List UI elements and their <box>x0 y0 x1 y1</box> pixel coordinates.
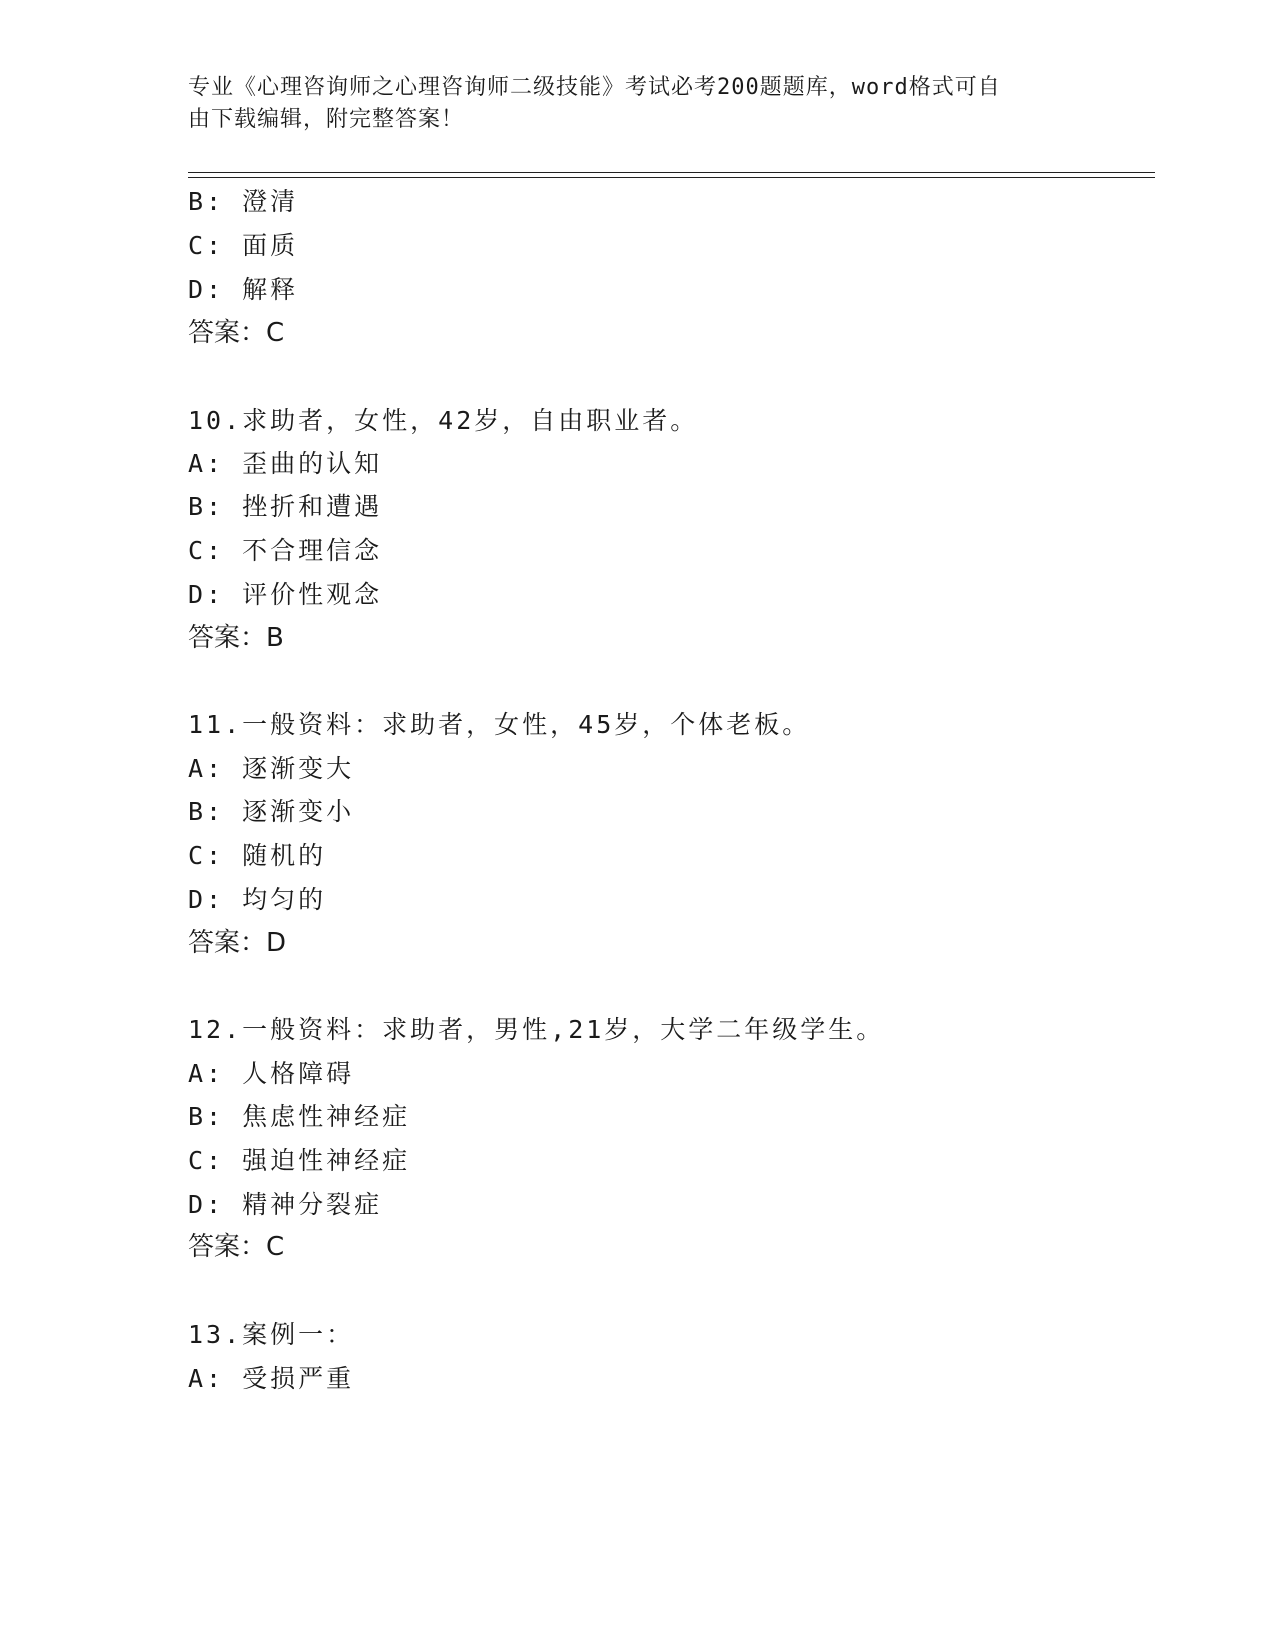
option-c: C: 随机的 <box>188 841 327 870</box>
option-c: C: 不合理信念 <box>188 536 383 565</box>
option-d: D: 解释 <box>188 275 299 304</box>
question-11: 11.一般资料：求助者，女性，45岁，个体老板。 <box>188 710 811 739</box>
answer-line: 答案：D <box>188 928 287 958</box>
option-a: A: 逐渐变大 <box>188 754 355 783</box>
option-b: B: 焦虑性神经症 <box>188 1102 411 1131</box>
option-c: C: 强迫性神经症 <box>188 1146 411 1175</box>
question-13: 13.案例一： <box>188 1320 355 1349</box>
answer-line: 答案：C <box>188 1232 285 1262</box>
answer-line: 答案：C <box>188 318 285 348</box>
header-divider-bottom <box>188 177 1155 178</box>
header-line-1: 专业《心理咨询师之心理咨询师二级技能》考试必考200题题库，word格式可自 <box>188 75 1001 100</box>
question-12: 12.一般资料：求助者，男性,21岁，大学二年级学生。 <box>188 1015 885 1044</box>
option-d: D: 精神分裂症 <box>188 1190 383 1219</box>
option-a: A: 受损严重 <box>188 1364 355 1393</box>
header-divider-top <box>188 172 1155 173</box>
option-a: A: 人格障碍 <box>188 1059 355 1088</box>
option-b: B: 挫折和遭遇 <box>188 492 383 521</box>
option-a: A: 歪曲的认知 <box>188 449 383 478</box>
header-line-2: 由下载编辑，附完整答案！ <box>188 107 465 132</box>
option-b: B: 逐渐变小 <box>188 797 355 826</box>
option-d: D: 评价性观念 <box>188 580 383 609</box>
option-c: C: 面质 <box>188 231 299 260</box>
answer-line: 答案：B <box>188 623 284 653</box>
option-b: B: 澄清 <box>188 187 299 216</box>
question-10: 10.求助者，女性，42岁，自由职业者。 <box>188 406 699 435</box>
option-d: D: 均匀的 <box>188 885 327 914</box>
